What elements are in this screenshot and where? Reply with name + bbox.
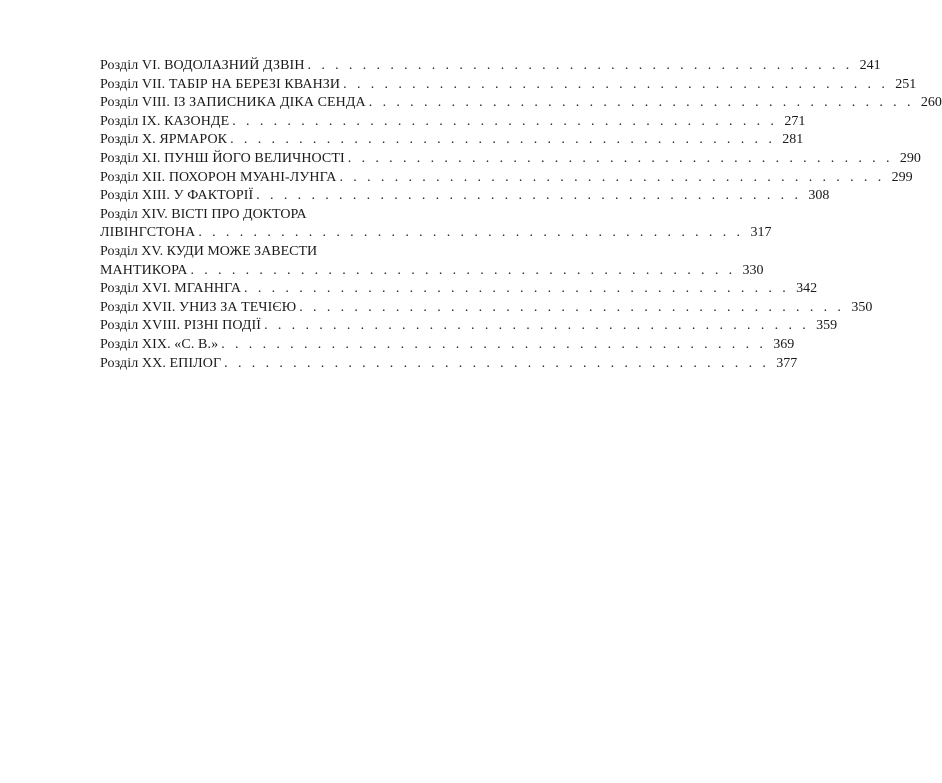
dot-leader: . . . . . . . . . . . . . . . . . . . . . . . . . . . . . . . . . . . . . . . . xyxy=(264,318,810,334)
dot-leader: . . . . . . . . . . . . . . . . . . . . . . . . . . . . . . . . . . . . . . . . xyxy=(339,169,885,185)
toc-entry-page: 359 xyxy=(816,318,838,334)
toc-entry[interactable] xyxy=(100,355,798,374)
toc-entry[interactable] xyxy=(100,57,881,76)
dot-leader: . . . . . . . . . . . . . . . . . . . . . . . . . . . . . . . . . . . . . . . . xyxy=(221,336,767,352)
toc-entry-page: 342 xyxy=(796,281,818,297)
toc-entry-page: 350 xyxy=(851,299,873,315)
dot-leader: . . . . . . . . . . . . . . . . . . . . . . . . . . . . . . . . . . . . . . . . xyxy=(347,150,893,166)
toc-entry-title: Розділ XV. КУДИ МОЖЕ ЗАВЕСТИ xyxy=(100,243,318,259)
toc-entry-title: Розділ XVII. УНИЗ ЗА ТЕЧІЄЮ xyxy=(100,299,297,315)
toc-entry-title: Розділ XVI. МГАННГА xyxy=(100,281,242,297)
toc-entry-title: Розділ XX. ЕПІЛОГ xyxy=(100,355,222,371)
dot-leader: . . . . . . . . . . . . . . . . . . . . . . . . . . . . . . . . . . . . . . . . xyxy=(307,58,853,73)
toc-entry-title: Розділ XIX. «С. В.» xyxy=(100,336,219,352)
toc-entry-page: 299 xyxy=(891,169,913,185)
toc-entry-title: Розділ XIV. ВІСТІ ПРО ДОКТОРА xyxy=(100,206,307,222)
toc-entry-page: 290 xyxy=(899,150,921,166)
toc-entry-title: Розділ VI. ВОДОЛАЗНИЙ ДЗВІН xyxy=(100,58,305,73)
dot-leader: . . . . . . . . . . . . . . . . . . . . . . . . . . . . . . . . . . . . . . . . xyxy=(368,95,914,111)
toc-entry-page: 330 xyxy=(742,262,764,278)
dot-leader: . . . . . . . . . . . . . . . . . . . . . . . . . . . . . . . . . . . . . . . . xyxy=(224,355,770,371)
dot-leader: . . . . . . . . . . . . . . . . . . . . . . . . . . . . . . . . . . . . . . . . xyxy=(299,299,845,315)
toc-entry-page: 369 xyxy=(773,336,795,352)
toc-entry-title: Розділ X. ЯРМАРОК xyxy=(100,132,228,148)
dot-leader: . . . . . . . . . . . . . . . . . . . . . . . . . . . . . . . . . . . . . . . . xyxy=(343,76,889,92)
toc-entry-title: Розділ VIII. ІЗ ЗАПИСНИКА ДІКА СЕНДА xyxy=(100,95,366,111)
toc-entry-page: 308 xyxy=(808,188,830,204)
toc-entry-title: Розділ XIII. У ФАКТОРІЇ xyxy=(100,188,254,204)
toc-entry-page: 317 xyxy=(750,225,772,241)
toc-entry-title-continued: МАНТИКОРА xyxy=(100,262,188,278)
toc-entry-title: Розділ IX. КАЗОНДЕ xyxy=(100,113,230,129)
toc-entry-page: 281 xyxy=(782,132,804,148)
toc-entry-page: 251 xyxy=(895,76,917,92)
table-of-contents xyxy=(100,57,942,373)
toc-entry[interactable] xyxy=(100,113,806,132)
toc-entry-title: Розділ XVIII. РІЗНІ ПОДІЇ xyxy=(100,318,262,334)
toc-entry[interactable] xyxy=(100,150,921,169)
toc-entry[interactable] xyxy=(100,169,913,188)
toc-entry[interactable] xyxy=(100,187,830,206)
toc-entry[interactable] xyxy=(100,206,772,243)
toc-entry[interactable] xyxy=(100,243,764,280)
toc-entry-title-continued: ЛІВІНГСТОНА xyxy=(100,225,196,241)
toc-entry-page: 260 xyxy=(920,95,942,111)
toc-entry-page: 271 xyxy=(784,113,806,129)
toc-entry-title: Розділ XI. ПУНШ ЙОГО ВЕЛИЧНОСТІ xyxy=(100,150,345,166)
toc-entry-title: Розділ XII. ПОХОРОН МУАНІ-ЛУНГА xyxy=(100,169,337,185)
toc-entry[interactable] xyxy=(100,280,818,299)
dot-leader: . . . . . . . . . . . . . . . . . . . . . . . . . . . . . . . . . . . . . . . . xyxy=(232,113,778,129)
toc-entry[interactable] xyxy=(100,94,942,113)
toc-entry[interactable] xyxy=(100,76,917,95)
toc-entry[interactable] xyxy=(100,299,873,318)
dot-leader: . . . . . . . . . . . . . . . . . . . . . . . . . . . . . . . . . . . . . . . . xyxy=(190,262,736,278)
toc-entry[interactable] xyxy=(100,131,804,150)
toc-entry[interactable] xyxy=(100,336,795,355)
toc-entry[interactable] xyxy=(100,317,838,336)
dot-leader: . . . . . . . . . . . . . . . . . . . . . . . . . . . . . . . . . . . . . . . . xyxy=(244,281,790,297)
dot-leader: . . . . . . . . . . . . . . . . . . . . . . . . . . . . . . . . . . . . . . . . xyxy=(230,132,776,148)
toc-entry-title: Розділ VII. ТАБІР НА БЕРЕЗІ КВАНЗИ xyxy=(100,76,341,92)
toc-entry-page: 241 xyxy=(859,58,881,73)
dot-leader: . . . . . . . . . . . . . . . . . . . . . . . . . . . . . . . . . . . . . . . . xyxy=(256,188,802,204)
dot-leader: . . . . . . . . . . . . . . . . . . . . . . . . . . . . . . . . . . . . . . . . xyxy=(198,225,744,241)
toc-entry-page: 377 xyxy=(776,355,798,371)
